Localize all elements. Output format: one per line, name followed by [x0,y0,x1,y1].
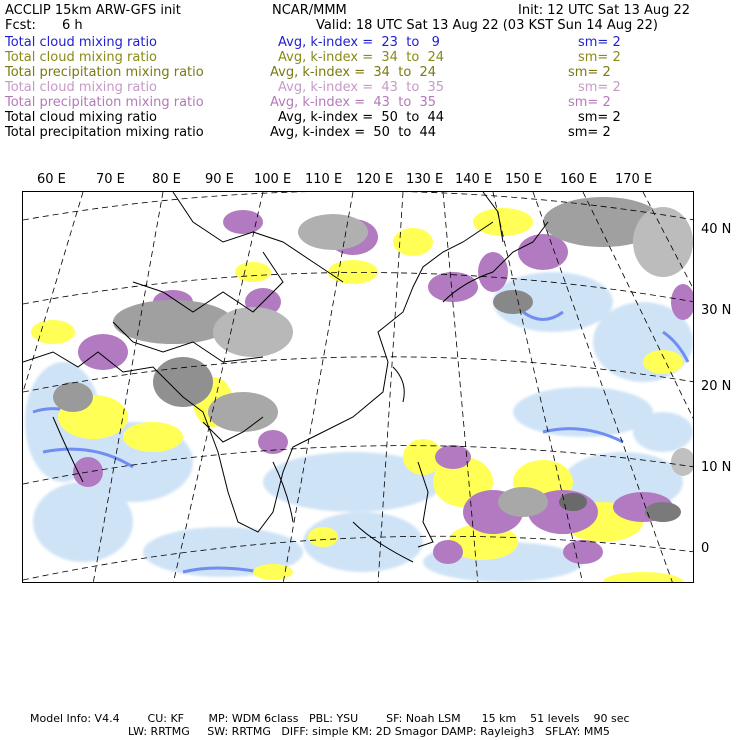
map-canvas [23,192,694,583]
model-title: ACCLIP 15km ARW-GFS init [5,3,181,18]
lon-label: 170 E [615,172,653,187]
field-avg-3: Avg, k-index = 34 to 24 [270,65,437,80]
field-avg-2: Avg, k-index = 34 to 24 [278,50,445,65]
field-avg-5: Avg, k-index = 43 to 35 [270,95,437,110]
field-name-6: Total cloud mixing ratio [5,110,158,125]
field-avg-7: Avg, k-index = 50 to 44 [270,125,437,140]
lon-label: 90 E [205,172,234,187]
valid-time: Valid: 18 UTC Sat 13 Aug 22 (03 KST Sun 14 Aug 22) [316,18,658,33]
lon-label: 130 E [406,172,444,187]
lon-label: 60 E [37,172,66,187]
lat-label: 10 N [701,460,732,475]
lon-label: 80 E [152,172,181,187]
org-label: NCAR/MMM [272,3,347,18]
lat-label: 30 N [701,303,732,318]
init-time: Init: 12 UTC Sat 13 Aug 22 [518,3,691,18]
lat-label: 40 N [701,222,732,237]
lon-label: 100 E [254,172,292,187]
field-sm-1: sm= 2 [578,35,621,50]
field-sm-5: sm= 2 [568,95,611,110]
forecast-map [22,191,694,583]
field-name-7: Total precipitation mixing ratio [5,125,204,140]
lon-label: 120 E [356,172,394,187]
field-sm-6: sm= 2 [578,110,621,125]
field-sm-7: sm= 2 [568,125,611,140]
field-avg-6: Avg, k-index = 50 to 44 [278,110,445,125]
field-sm-2: sm= 2 [578,50,621,65]
model-info-line-1: Model Info: V4.4 CU: KF MP: WDM 6class PBL: YSU SF: Noah LSM 15 km 51 levels 90 sec [30,712,630,725]
field-sm-4: sm= 2 [578,80,621,95]
field-name-4: Total cloud mixing ratio [5,80,158,95]
field-avg-4: Avg, k-index = 43 to 35 [278,80,445,95]
lon-label: 150 E [505,172,543,187]
model-info-line-2: LW: RRTMG SW: RRTMG DIFF: simple KM: 2D Smagor DAMP: Rayleigh3 SFLAY: MM5 [128,725,610,738]
field-name-1: Total cloud mixing ratio [5,35,158,50]
lat-label: 0 [701,541,710,556]
lon-label: 110 E [305,172,343,187]
field-name-3: Total precipitation mixing ratio [5,65,204,80]
lon-label: 70 E [96,172,125,187]
field-avg-1: Avg, k-index = 23 to 9 [278,35,440,50]
fcst-label: Fcst: [5,18,36,33]
lon-label: 140 E [455,172,493,187]
field-name-5: Total precipitation mixing ratio [5,95,204,110]
lat-label: 20 N [701,379,732,394]
field-sm-3: sm= 2 [568,65,611,80]
fcst-value: 6 h [62,18,83,33]
lon-label: 160 E [560,172,598,187]
field-name-2: Total cloud mixing ratio [5,50,158,65]
